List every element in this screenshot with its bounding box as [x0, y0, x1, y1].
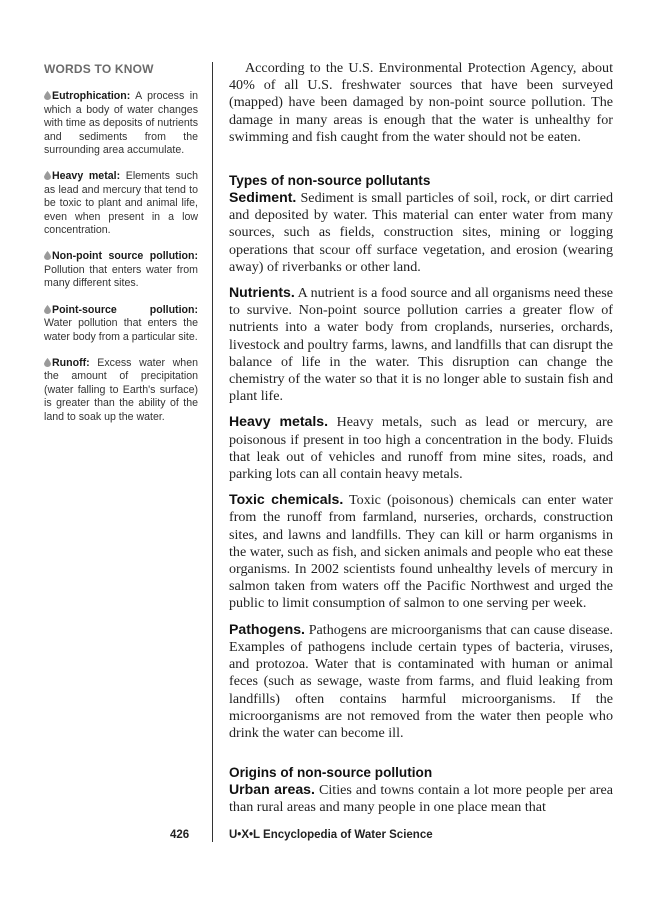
lead-pathogens: Pathogens.: [229, 620, 305, 637]
term-definition: A process in which a body of water changes with time as deposits of nutrients and sediments from the surrounding area accumulate.: [44, 90, 198, 157]
text-sediment: Sediment is small particles of soil, rock, or dirt carried and deposited by water. This material can enter water from many sources, such as fields, construction sites, mining or logging operations that scour off surface vegetation, and erosion (wearing away) of riverbanks or other land.: [229, 190, 613, 275]
term-label: Point-source pollution:: [52, 303, 198, 316]
main-text: [229, 60, 613, 825]
book-title: U•X•L Encyclopedia of Water Science: [229, 829, 433, 841]
paragraph-heavy-metals: [229, 413, 613, 483]
lead-toxic-chemicals: Toxic chemicals.: [229, 491, 344, 508]
paragraph-pathogens: [229, 621, 613, 742]
lead-nutrients: Nutrients.: [229, 284, 295, 301]
column-divider: [212, 62, 213, 842]
term-non-point-source-pollution: [44, 250, 198, 290]
sidebar-title: WORDS TO KNOW: [44, 62, 154, 76]
words-to-know-sidebar: [44, 63, 198, 437]
water-drop-icon: [44, 171, 51, 180]
term-label: Runoff:: [52, 356, 90, 369]
term-label: Eutrophication:: [52, 90, 131, 103]
water-drop-icon: [44, 251, 51, 260]
term-definition: Pollution that enters water from many different sites.: [44, 263, 198, 290]
water-drop-icon: [44, 305, 51, 314]
paragraph-sediment: [229, 189, 613, 276]
lead-urban-areas: Urban areas.: [229, 781, 315, 798]
term-eutrophication: [44, 90, 198, 157]
water-drop-icon: [44, 358, 51, 367]
text-pathogens: Pathogens are microorganisms that can cause disease. Examples of pathogens include certain types of bacteria, viruses, and protozoa. Water that is contaminated with human or animal feces (such as sewage, waste from farms, and fluid leaking from landfills) often contains harmful microorganisms. If the microorganisms are not removed from the water then people who drink the water can become ill.: [229, 621, 613, 741]
intro-paragraph: According to the U.S. Environmental Protection Agency, about 40% of all U.S. freshwater sources that have been surveyed (mapped) have been damaged by non-point source pollution. The damage in many areas is enough that the water is unhealthy for swimming and fish caught from the water should not be eaten.: [229, 60, 613, 145]
text-urban-areas: Cities and towns contain a lot more people per area than rural areas and many people in one place mean that: [229, 782, 613, 816]
paragraph-urban-areas: [229, 781, 613, 816]
term-definition: Excess water when the amount of precipitation (water falling to Earth's surface) is greater than the ability of the land to soak up the water.: [44, 356, 198, 423]
paragraph-nutrients: [229, 284, 613, 405]
term-definition: Elements such as lead and mercury that tend to be toxic to plant and animal life, even when present in a low concentration.: [44, 170, 198, 237]
page-number: 426: [170, 829, 190, 841]
lead-sediment: Sediment.: [229, 189, 297, 206]
text-heavy-metals: Heavy metals, such as lead or mercury, are poisonous if present in too high a concentration in the body. Fluids that leak out of vehicles and runoff from mine sites, roads, and parking lots can all contain heavy metals.: [229, 414, 613, 483]
term-heavy-metal: [44, 170, 198, 237]
section-heading-types: Types of non-source pollutants: [229, 173, 431, 189]
term-label: Heavy metal:: [52, 170, 121, 183]
text-toxic-chemicals: Toxic (poisonous) chemicals can enter water from the runoff from farmland, nurseries, orchards, construction sites, and lawns and landfills. They can kill or harm organisms in the water, such as fish, and sicken animals and people who eat these organisms. In 2002 scientists found unhealthy levels of mercury in salmon taken from waters off the Pacific Northwest and urged the public to limit consumption of salmon to one serving per week.: [229, 492, 613, 612]
section-heading-origins: Origins of non-source pollution: [229, 765, 433, 781]
text-nutrients: A nutrient is a food source and all organisms need these to survive. Non-point source pollution carries a greater flow of nutrients into a water body from croplands, nurseries, orchards, livestock and poultry farms, lawns, and landfills that can disrupt the balance of life in the water. This disruption can change the chemistry of the water so that it is no longer able to sustain fish and plant life.: [229, 285, 613, 405]
water-drop-icon: [44, 91, 51, 100]
term-label: Non-point source pollution:: [52, 250, 198, 263]
term-point-source-pollution: [44, 304, 198, 344]
lead-heavy-metals: Heavy metals.: [229, 413, 329, 430]
term-definition: Water pollution that enters the water body from a particular site.: [44, 317, 198, 343]
paragraph-toxic-chemicals: [229, 491, 613, 612]
term-runoff: [44, 357, 198, 424]
